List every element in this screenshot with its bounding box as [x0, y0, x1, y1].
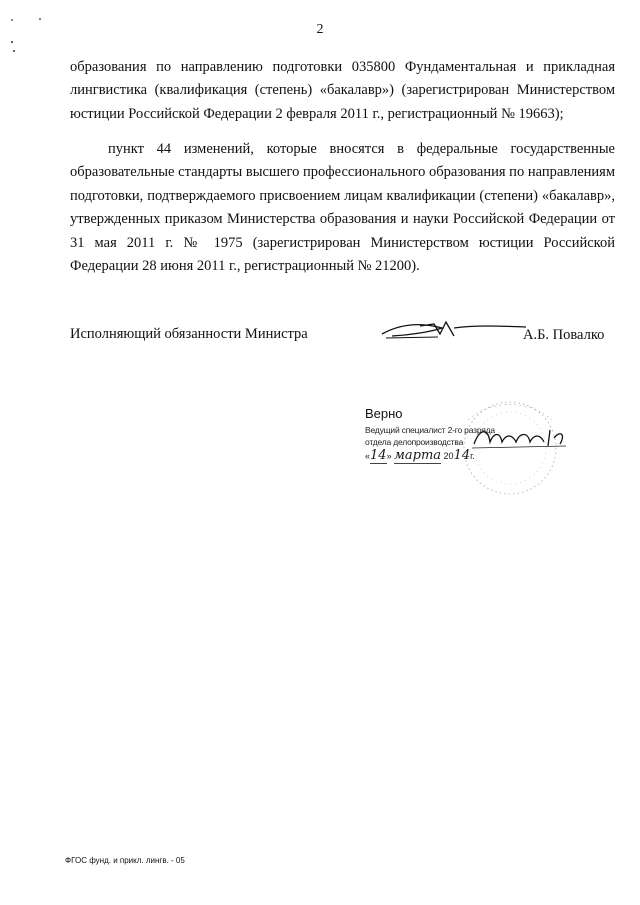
date-year-prefix: 20 [443, 451, 454, 461]
certifier-position-line-1: Ведущий специалист 2-го разряда [365, 425, 495, 435]
scan-artifact-dots [8, 18, 48, 63]
paragraph-registration: образования по направлению подготовки 035800 Фундаментальная и прикладная лингвистика (квалификация (степень) «бакалавр») (зарегистрирован Министерством юстиции Российской Федерации 2 февраля 2011 г., регистрационный № 19663); [70, 58, 615, 122]
date-year-end: г. [470, 451, 475, 461]
signatory-name: А.Б. Повалко [523, 327, 605, 343]
paragraph-item-44 [70, 138, 615, 279]
date-quote-close: » [386, 451, 392, 461]
signatory-title: Исполняющий обязанности Министра [70, 326, 308, 342]
date-quote-open: « [365, 451, 371, 461]
footer-code: ФГОС фунд. и прикл. лингв. - 05 [65, 856, 185, 865]
date-day: 14 [370, 448, 387, 463]
certification-date [365, 448, 545, 468]
certification-verno: Верно [365, 406, 403, 421]
date-month: марта [394, 448, 442, 463]
minister-signature [380, 318, 530, 342]
date-year-suffix: 14 [453, 448, 471, 463]
certifier-position-line-2: отдела делопроизводства [365, 437, 464, 447]
paragraph-item-44-text: пункт 44 изменений, которые вносятся в федеральные государственные образовательные стандарты высшего профессионального образования по направлениям подготовки, подтверждаемого присвоением лицам квалификации (степени) «бакалавр», утвержденных приказом Министерства образования и науки Российской Федерации от 31 мая 2011 г. № 1975 (зарегистрирован Министерством юстиции Российской Федерации 28 июня 2011 г., регистрационный № 21200). [70, 140, 615, 274]
page-number: 2 [316, 22, 324, 37]
certification-block [360, 390, 585, 500]
